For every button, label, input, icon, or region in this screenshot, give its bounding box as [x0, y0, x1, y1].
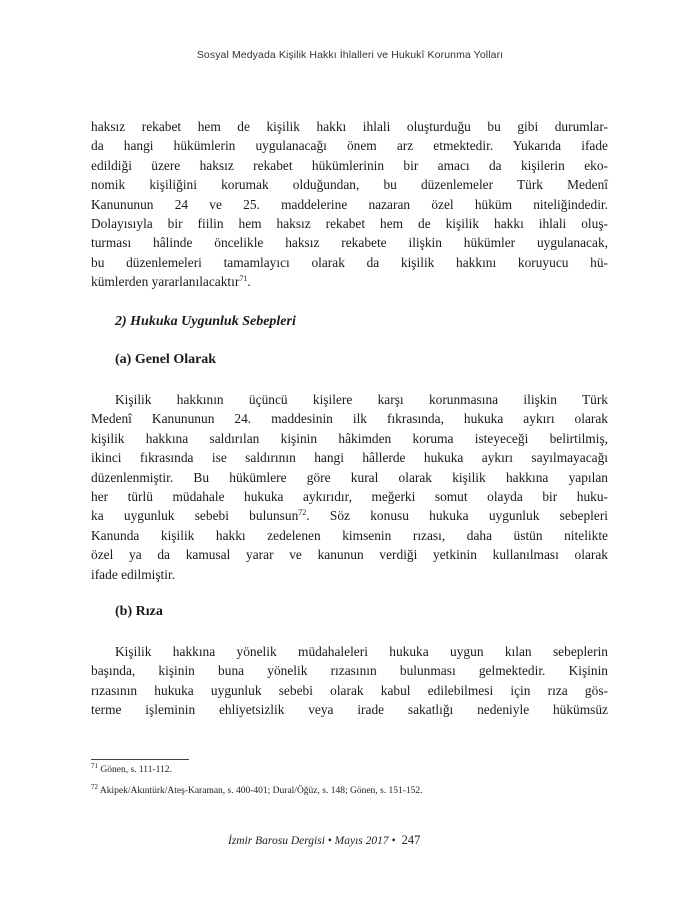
text-fragment: . Söz konusu hukuka uygunluk sebepleri [306, 508, 608, 524]
text-line: düzenlenmiştir. Bu hükümlere göre kural olarak kişilik hakkına yapılan [91, 469, 608, 485]
text-line [91, 506, 608, 525]
text-line: Medenî Kanununun 24. maddesinin ilk fıkrasında, hukuka aykırı olarak [91, 411, 608, 427]
text-fragment: . [247, 274, 251, 290]
page-footer [228, 833, 420, 848]
text-line: Kişilik hakkına yönelik müdahaleleri hukuka uygun kılan sebeplerin [115, 644, 608, 659]
text-line: ifade edilmiştir. [91, 566, 176, 582]
footnote-72 [91, 783, 423, 796]
paragraph-2 [91, 390, 608, 584]
text-line: haksız rekabet hem de kişilik hakkı ihlali oluşturduğu bu gibi durumlar- [91, 119, 608, 134]
text-line: her türlü müdahale hukuka aykırıdır, meğerki somut olayda bir huku- [91, 489, 608, 505]
text-line: turması hâlinde öncelikle haksız rekabete ilişkin hükümler uygulanacak, [91, 235, 608, 251]
text-line: başında, kişinin buna yönelik rızasının bulunması gelmektedir. Kişinin [91, 663, 608, 679]
text-line: bu düzenlemeleri tamamlayıcı olarak da kişilik hakkını koruyucu hü- [91, 254, 608, 270]
text-line: Kanunda kişilik hakkı zedelenen kimsenin rızası, daha üstün nitelikte [91, 527, 608, 543]
subheading-riza: (b) Rıza [115, 604, 163, 619]
text-line: Kişilik hakkının üçüncü kişilere karşı korunmasına ilişkin Türk [115, 392, 608, 407]
text-line: ikinci fıkrasında ise saldırının hangi hâllerde hukuka aykırı sayılmayacağı [91, 450, 608, 466]
text-line: terme işleminin ehliyetsizlik veya irade sakatlığı nedeniyle hükümsüz [91, 702, 608, 718]
footnote-number: 71 [91, 762, 98, 770]
footnote-divider [91, 759, 189, 760]
text-line: rızasının hukuka uygunluk sebebi olarak kabul edilebilmesi için rıza gös- [91, 682, 608, 698]
footnote-text: Gönen, s. 111-112. [100, 765, 172, 775]
page-number: 247 [401, 833, 421, 847]
text-line: edildiği üzere haksız rekabet hükümlerinin bir amacı da kişilerin eko- [91, 157, 608, 173]
text-fragment: ka uygunluk sebebi bulunsun [91, 508, 299, 524]
text-line: özel ya da kamusal yarar ve kanunun verdiği yetkinin kullanılması olarak [91, 547, 608, 563]
text-line: Dolayısıyla bir fiilin hem haksız rekabet hem de kişilik hakkı ihlali oluş- [91, 216, 608, 232]
text-line: nomik kişiliğini korumak olduğundan, bu düzenlemeler Türk Medenî [91, 177, 608, 193]
running-header: Sosyal Medyada Kişilik Hakkı İhlalleri ve Hukukî Korunma Yolları [196, 49, 504, 61]
text-line: Kanununun 24 ve 25. maddelerine nazaran özel hüküm niteliğindedir. [91, 196, 608, 212]
subheading-genel-olarak: (a) Genel Olarak [115, 352, 217, 367]
paragraph-3 [91, 642, 608, 720]
footnote-number: 72 [91, 783, 98, 791]
footnote-ref-72[interactable]: 72 [298, 508, 307, 518]
footnote-text: Akipek/Akıntürk/Ateş-Karaman, s. 400-401; Dural/Öğüz, s. 148; Gönen, s. 151-152. [99, 786, 423, 796]
text-fragment: kümlerden yararlanılacaktır [91, 274, 240, 290]
footnote-ref-71[interactable]: 71 [239, 274, 248, 284]
paragraph-1 [91, 117, 608, 292]
text-line: da hangi hükümlerin uygulanacağı önem arz etmektedir. Yukarıda ifade [91, 138, 608, 154]
footnote-71 [91, 762, 172, 775]
journal-name: İzmir Barosu Dergisi • Mayıs 2017 • [228, 835, 396, 847]
text-line [91, 272, 608, 291]
text-line: kişilik hakkına saldırılan kişinin hâkimden koruma isteyeceği belirtilmiş, [91, 430, 608, 446]
section-heading: 2) Hukuka Uygunluk Sebepleri [115, 314, 296, 329]
